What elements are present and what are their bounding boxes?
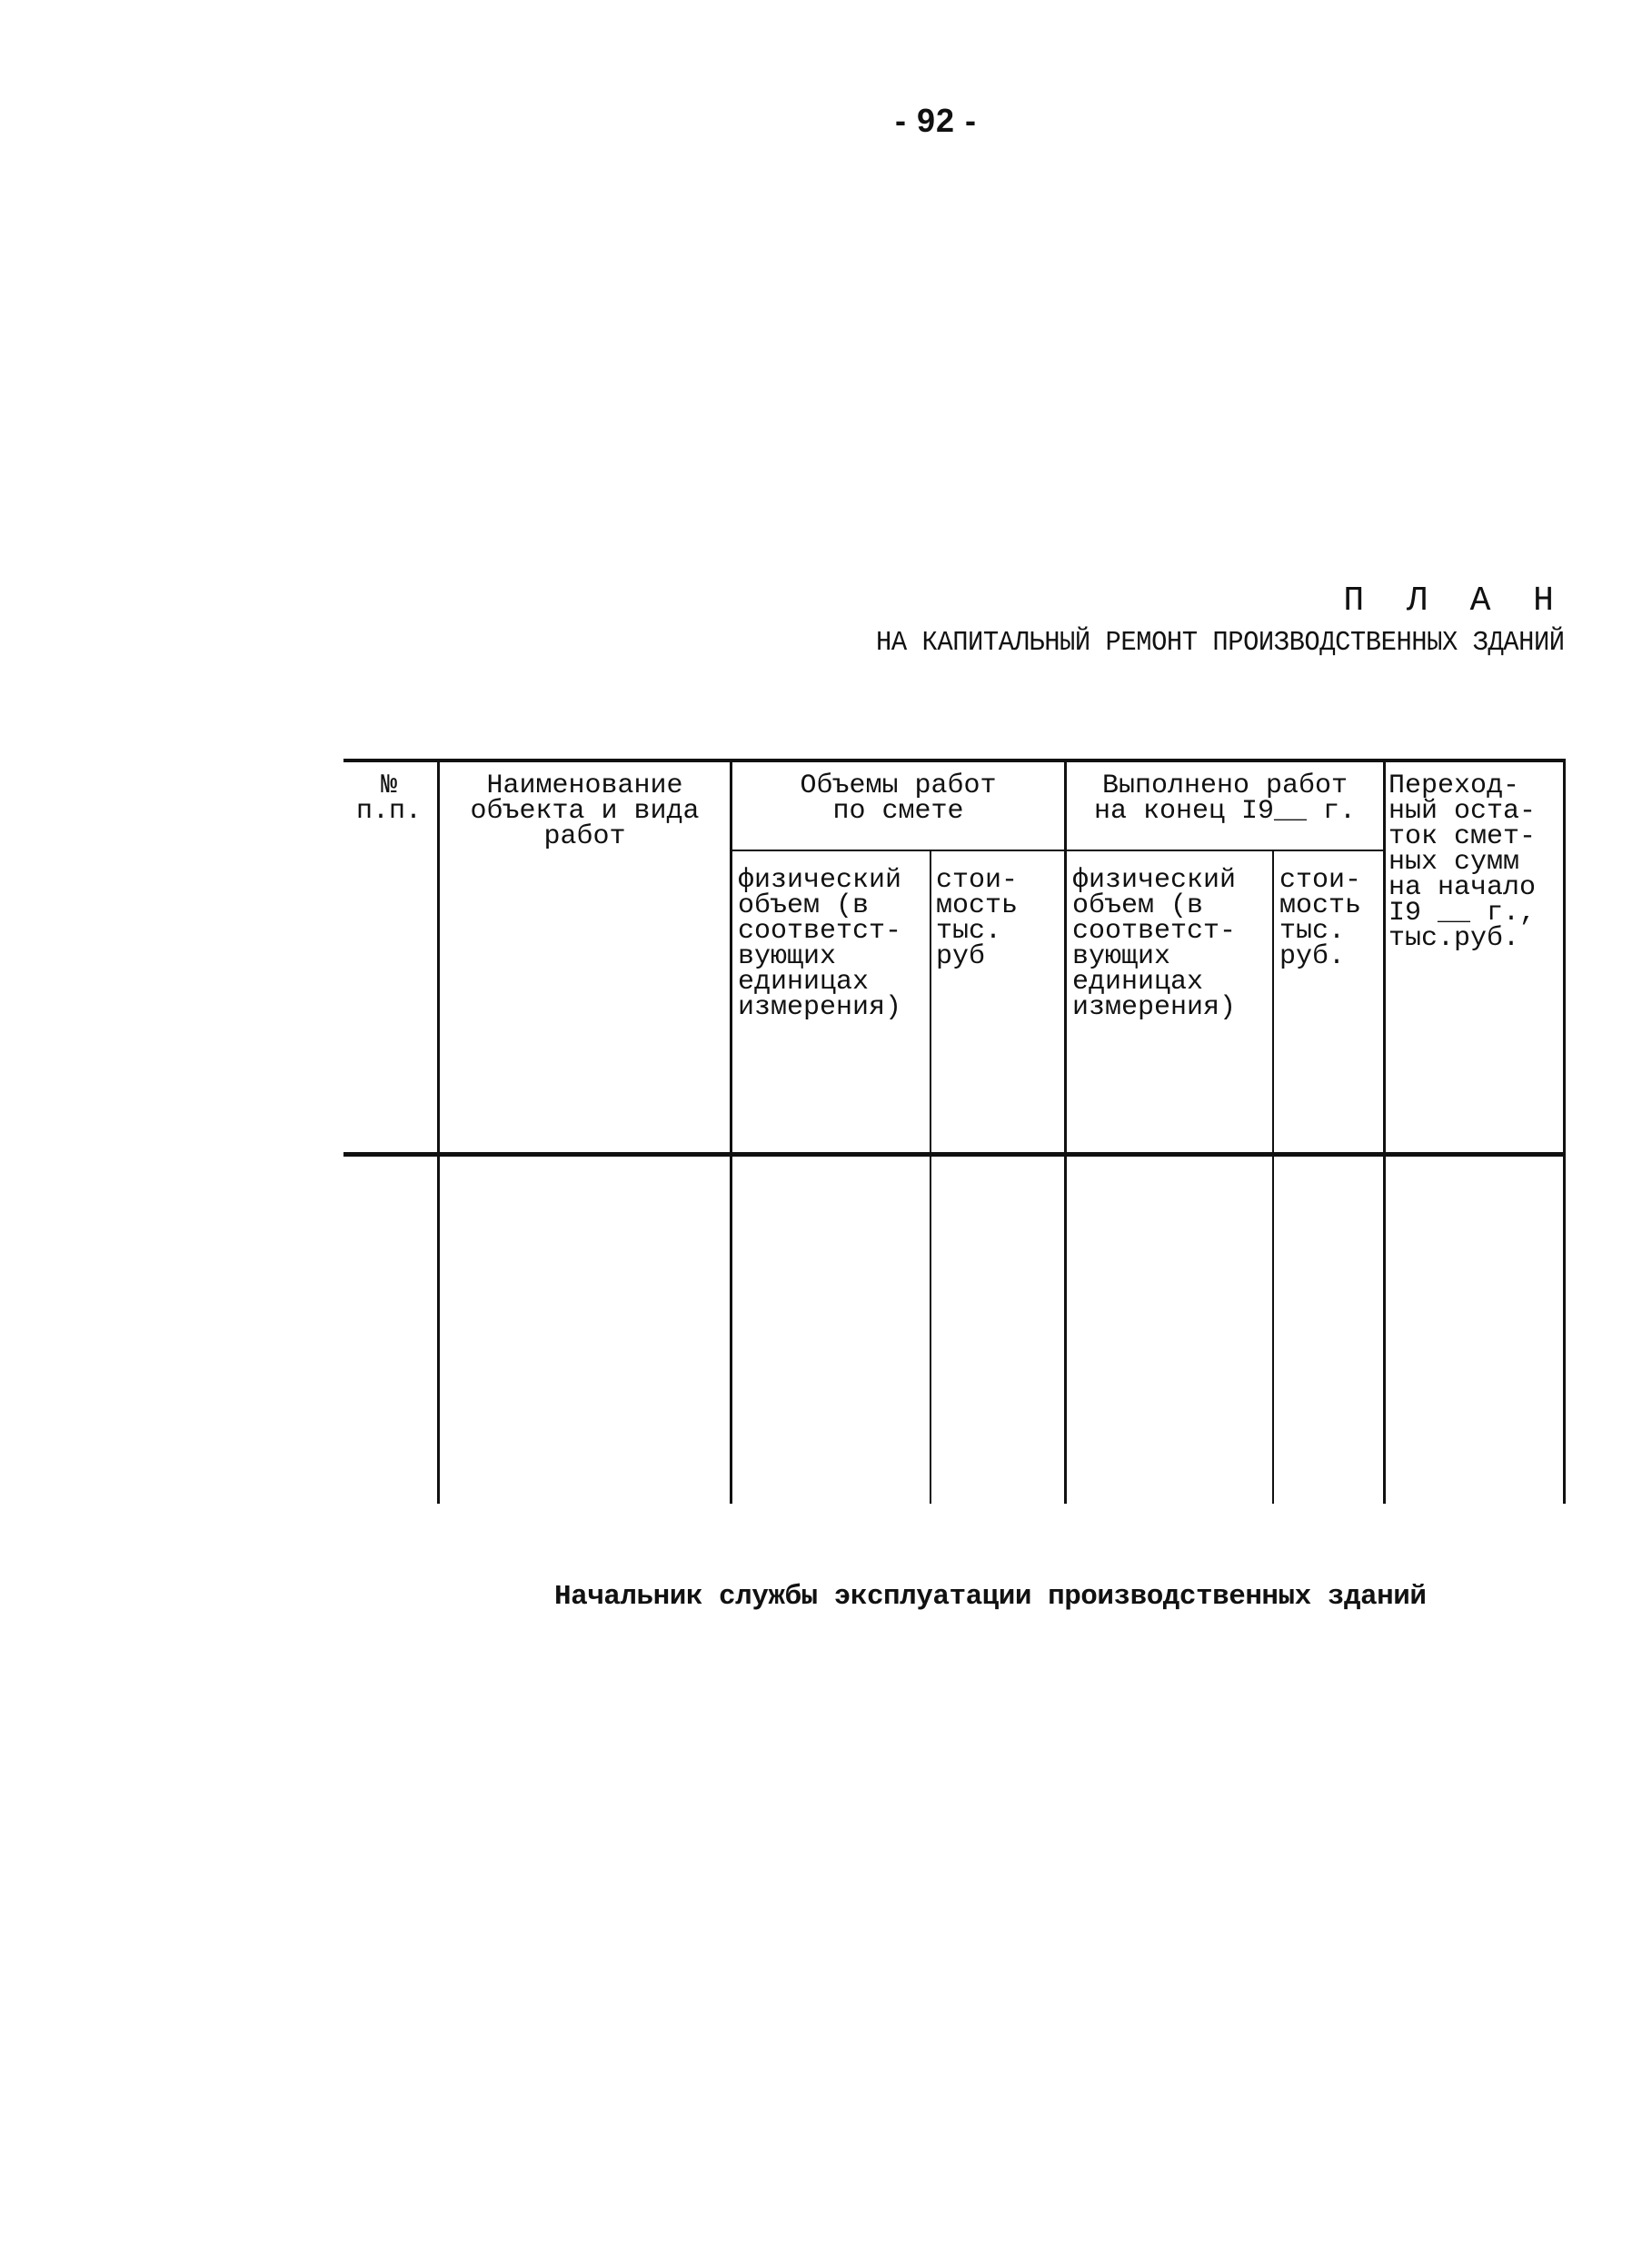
header-group-done: Выполнено работ на конец I9__ г. (1093, 770, 1357, 827)
signature-line: Начальник службы эксплуатации производственных зданий (554, 1581, 1427, 1613)
document-subtitle: НА КАПИТАЛЬНЫЙ РЕМОНТ ПРОИЗВОДСТВЕННЫХ ЗДАНИЙ (876, 627, 1565, 659)
header-done-cost: стои- мость тыс. руб. (1279, 865, 1362, 972)
group-header-divider-done (1066, 850, 1384, 851)
header-done-physical: физический объем (в соответст- вующих единицах измерения) (1072, 865, 1237, 1023)
header-object-name: Наименование объекта и вида работ (470, 770, 700, 852)
header-group-smeta: Объемы работ по смете (800, 770, 997, 827)
table-right-border (1563, 759, 1566, 1504)
header-remainder: Переход- ный оста- ток смет- ных сумм на начало I9 __ г., тыс.руб. (1388, 770, 1537, 954)
column-divider-1 (437, 759, 440, 1504)
header-smeta-physical: физический объем (в соответст- вующих единицах измерения) (738, 865, 902, 1023)
header-number: № п.п. (355, 770, 422, 827)
column-divider-4 (1064, 759, 1067, 1504)
column-divider-5 (1272, 850, 1274, 1504)
column-divider-3 (930, 850, 931, 1504)
document-title: П Л А Н (1343, 581, 1565, 621)
header-smeta-cost: стои- мость тыс. руб (936, 865, 1019, 972)
column-divider-2 (730, 759, 732, 1504)
page-number: - 92 - (894, 102, 978, 139)
column-divider-6 (1383, 759, 1386, 1504)
plan-table (343, 759, 1566, 1504)
group-header-divider-smeta (731, 850, 1066, 851)
